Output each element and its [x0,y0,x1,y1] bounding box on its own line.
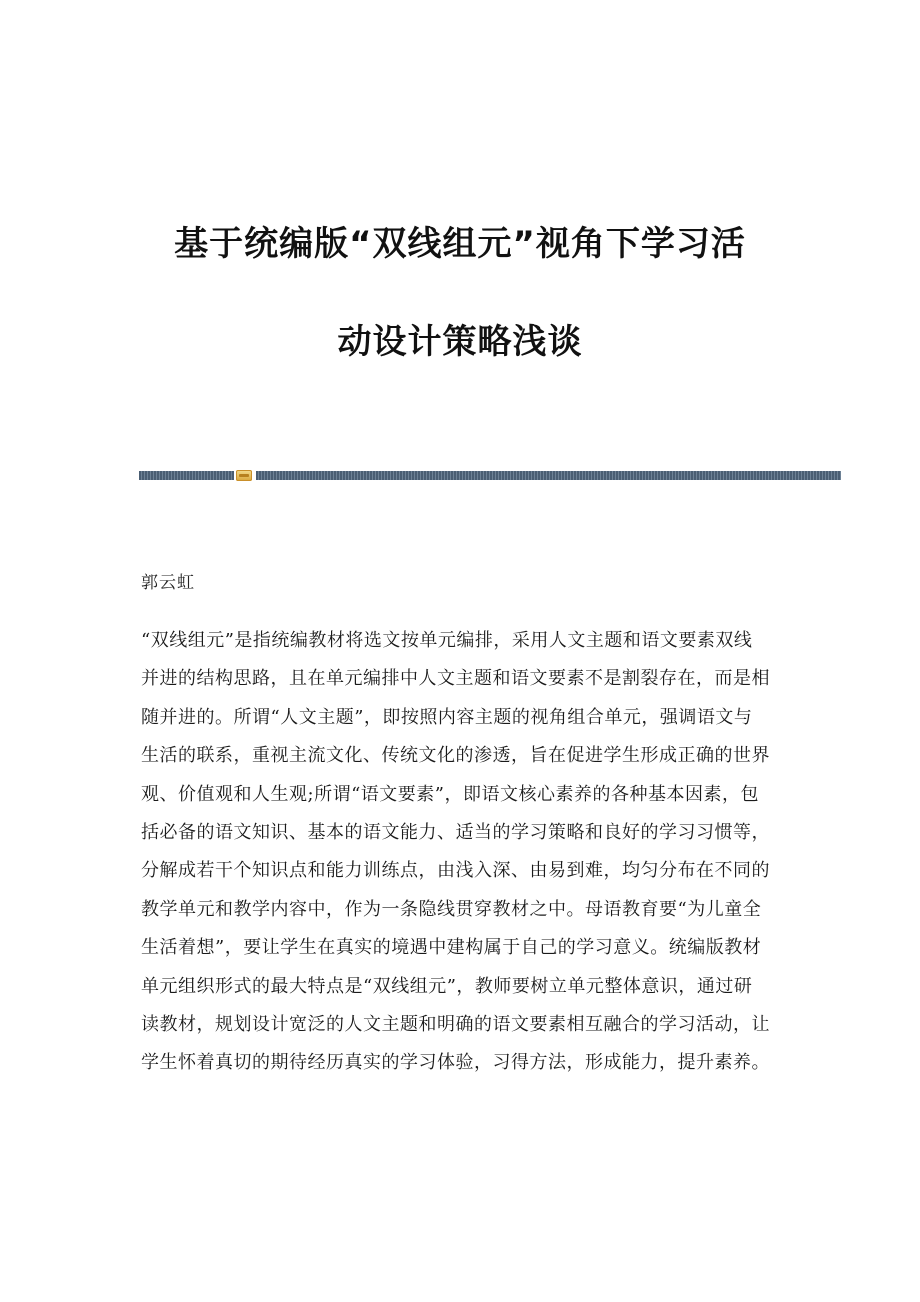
document-title-line-2: 动设计策略浅谈 [337,322,583,362]
divider-bar-left [139,471,234,480]
body-line: 生活的联系，重视主流文化、传统文化的渗透，旨在促进学生形成正确的世界 [141,745,770,767]
body-line: 生活着想”，要让学生在真实的境遇中建构属于自己的学习意义。统编版教材 [141,937,762,959]
body-line: 观、价值观和人生观;所谓“语文要素”，即语文核心素养的各种基本因素，包 [141,783,759,805]
body-line: “双线组元”是指统编教材将选文按单元编排，采用人文主题和语文要素双线 [141,630,753,651]
author-name: 郭云虹 [141,573,195,593]
body-line: 学生怀着真切的期待经历真实的学习体验，习得方法，形成能力，提升素养。 [141,1052,770,1074]
body-line: 单元组织形式的最大特点是“双线组元”，教师要树立单元整体意识，通过研 [141,975,753,997]
divider-ornament-icon [236,470,252,481]
body-line: 并进的结构思路，且在单元编排中人文主题和语文要素不是割裂存在，而是相 [141,668,770,690]
document-title-line-1: 基于统编版“双线组元”视角下学习活 [174,224,746,264]
body-line: 括必备的语文知识、基本的语文能力、适当的学习策略和良好的学习习惯等， [141,821,770,843]
title-divider [139,471,841,480]
body-paragraph [141,622,781,1083]
body-line: 随并进的。所谓“人文主题”，即按照内容主题的视角组合单元，强调语文与 [141,706,753,728]
body-line: 分解成若干个知识点和能力训练点，由浅入深、由易到难，均匀分布在不同的 [141,860,770,882]
divider-bar-right [256,471,841,480]
body-line: 教学单元和教学内容中，作为一条隐线贯穿教材之中。母语教育要“为儿童全 [141,898,762,920]
body-line: 读教材，规划设计宽泛的人文主题和明确的语文要素相互融合的学习活动，让 [141,1013,770,1035]
